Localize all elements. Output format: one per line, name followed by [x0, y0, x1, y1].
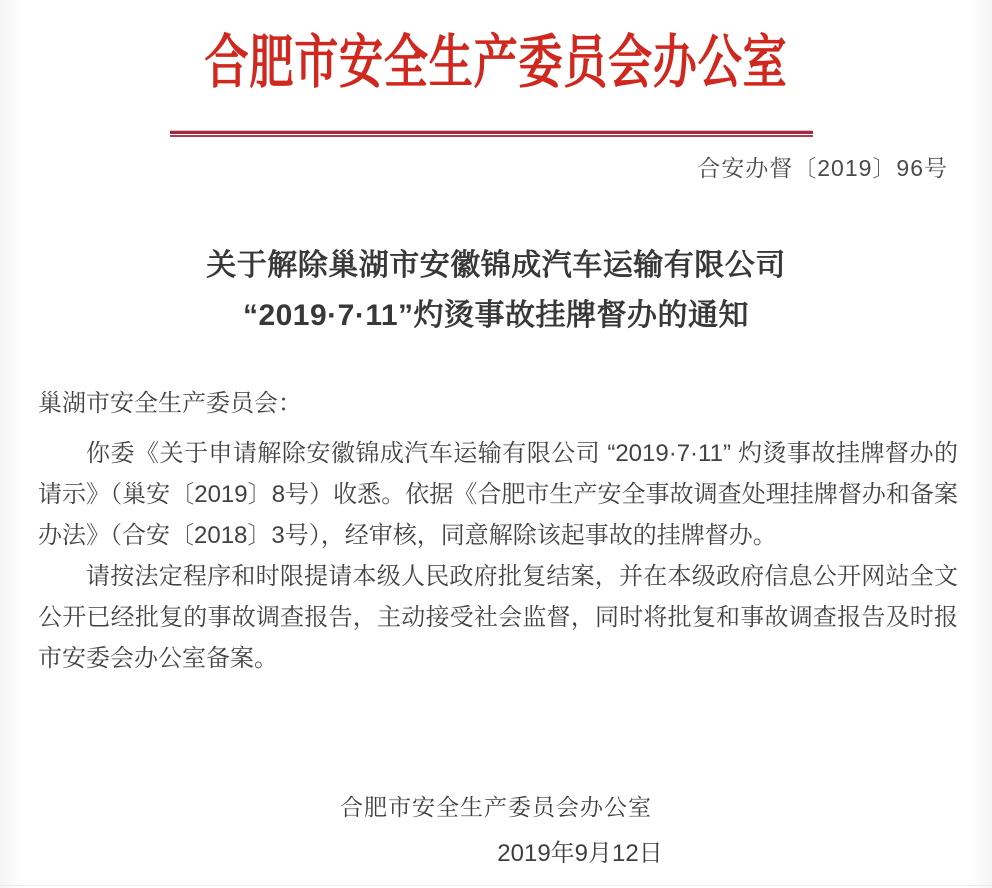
- body-paragraph-1: 你委《关于申请解除安徽锦成汽车运输有限公司 “2019·7·11” 灼烫事故挂牌督办的请示》（巢安〔2019〕8号）收悉。依据《合肥市生产安全事故调查处理挂牌督办和备案办法》（合安〔2018〕3号），经审核，同意解除该起事故的挂牌督办。: [38, 440, 958, 549]
- salutation: 巢湖市安全生产委员会：: [38, 390, 302, 417]
- document-body: [38, 383, 958, 679]
- signature-org-name: 合肥市安全生产委员会办公室: [340, 794, 652, 820]
- scan-edge-shade-left: [0, 0, 22, 888]
- signature-date-row: [0, 833, 992, 868]
- document-title-line-1: 关于解除巢湖市安徽锦成汽车运输有限公司: [206, 249, 786, 282]
- document-title: [0, 241, 992, 341]
- letterhead-red-rule: [170, 130, 813, 137]
- scan-edge-line-bottom: [0, 885, 992, 886]
- body-paragraph-2: 请按法定程序和时限提请本级人民政府批复结案，并在本级政府信息公开网站全文公开已经批复的事故调查报告，主动接受社会监督，同时将批复和事故调查报告及时报市安委会办公室备案。: [38, 563, 958, 672]
- letterhead-org-name: 合肥市安全生产委员会办公室: [204, 28, 788, 96]
- scan-edge-shade-right: [970, 0, 992, 888]
- signature-date: 2019年9月12日: [497, 840, 663, 867]
- document-number: 合安办督〔2019〕96号: [697, 155, 948, 181]
- document-title-line-2: “2019·7·11”灼烫事故挂牌督办的通知: [242, 299, 750, 332]
